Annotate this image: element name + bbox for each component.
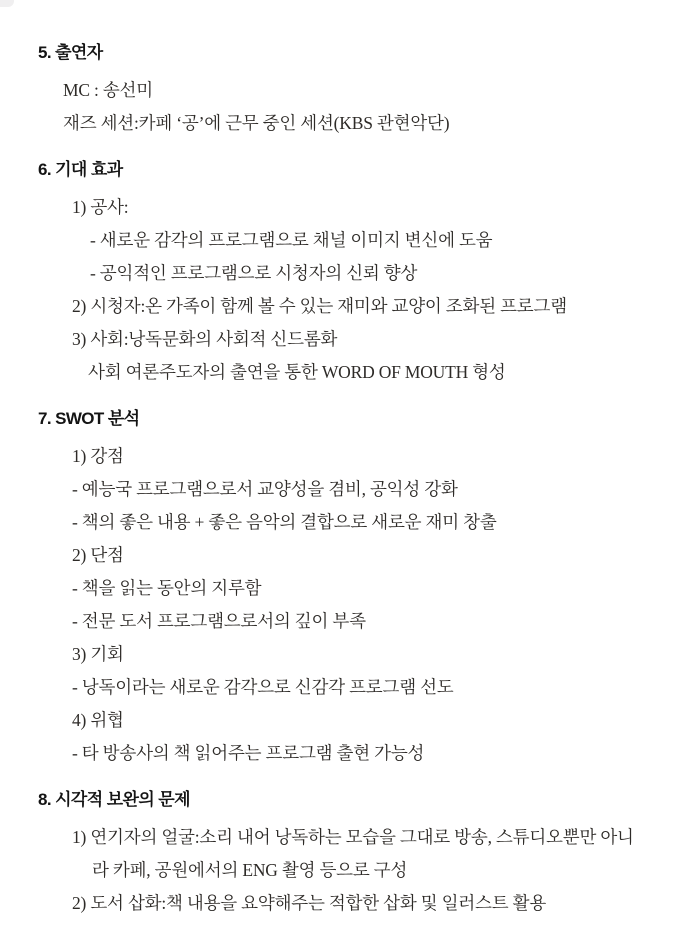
document-line: 2) 도서 삽화:책 내용을 요약해주는 적합한 삽화 및 일러스트 활용 bbox=[72, 893, 547, 913]
document-line: - 책의 좋은 내용 + 좋은 음악의 결합으로 새로운 재미 창출 bbox=[72, 512, 497, 532]
document-line: 1) 강점 bbox=[72, 446, 124, 466]
document-line: 2) 시청자:온 가족이 함께 볼 수 있는 재미와 교양이 조화된 프로그램 bbox=[72, 296, 567, 316]
scan-artifact bbox=[0, 0, 14, 7]
document-line: - 예능국 프로그램으로서 교양성을 겸비, 공익성 강화 bbox=[72, 479, 458, 499]
document-line: 1) 연기자의 얼굴:소리 내어 낭독하는 모습을 그대로 방송, 스튜디오뿐만 아니 bbox=[72, 827, 634, 847]
document-line: 1) 공사: bbox=[72, 197, 129, 217]
section-heading: 6. 기대 효과 bbox=[38, 160, 123, 179]
section-heading: 8. 시각적 보완의 문제 bbox=[38, 790, 190, 809]
document-line: 사회 여론주도자의 출연을 통한 WORD OF MOUTH 형성 bbox=[88, 362, 506, 382]
document-line: 2) 단점 bbox=[72, 545, 124, 565]
document-sections bbox=[0, 40, 677, 920]
document-line: 3) 사회:낭독문화의 사회적 신드롬화 bbox=[72, 329, 338, 349]
document-line: 4) 위협 bbox=[72, 710, 124, 730]
section-heading: 5. 출연자 bbox=[38, 43, 103, 62]
document-line: - 전문 도서 프로그램으로서의 깊이 부족 bbox=[72, 611, 366, 631]
document-line: - 책을 읽는 동안의 지루함 bbox=[72, 578, 262, 598]
document-line: - 타 방송사의 책 읽어주는 프로그램 출현 가능성 bbox=[72, 743, 425, 763]
document-line: MC : 송선미 bbox=[63, 80, 153, 100]
document-line: - 낭독이라는 새로운 감각으로 신감각 프로그램 선도 bbox=[72, 677, 454, 697]
document-line: - 새로운 감각의 프로그램으로 채널 이미지 변신에 도움 bbox=[90, 230, 493, 250]
document-line: 재즈 세션:카페 ‘공’에 근무 중인 세션(KBS 관현악단) bbox=[63, 113, 450, 133]
document-line: 3) 기회 bbox=[72, 644, 124, 664]
document-line: 라 카페, 공원에서의 ENG 촬영 등으로 구성 bbox=[92, 860, 408, 880]
document-line: - 공익적인 프로그램으로 시청자의 신뢰 향상 bbox=[90, 263, 418, 283]
section-heading: 7. SWOT 분석 bbox=[38, 409, 140, 428]
